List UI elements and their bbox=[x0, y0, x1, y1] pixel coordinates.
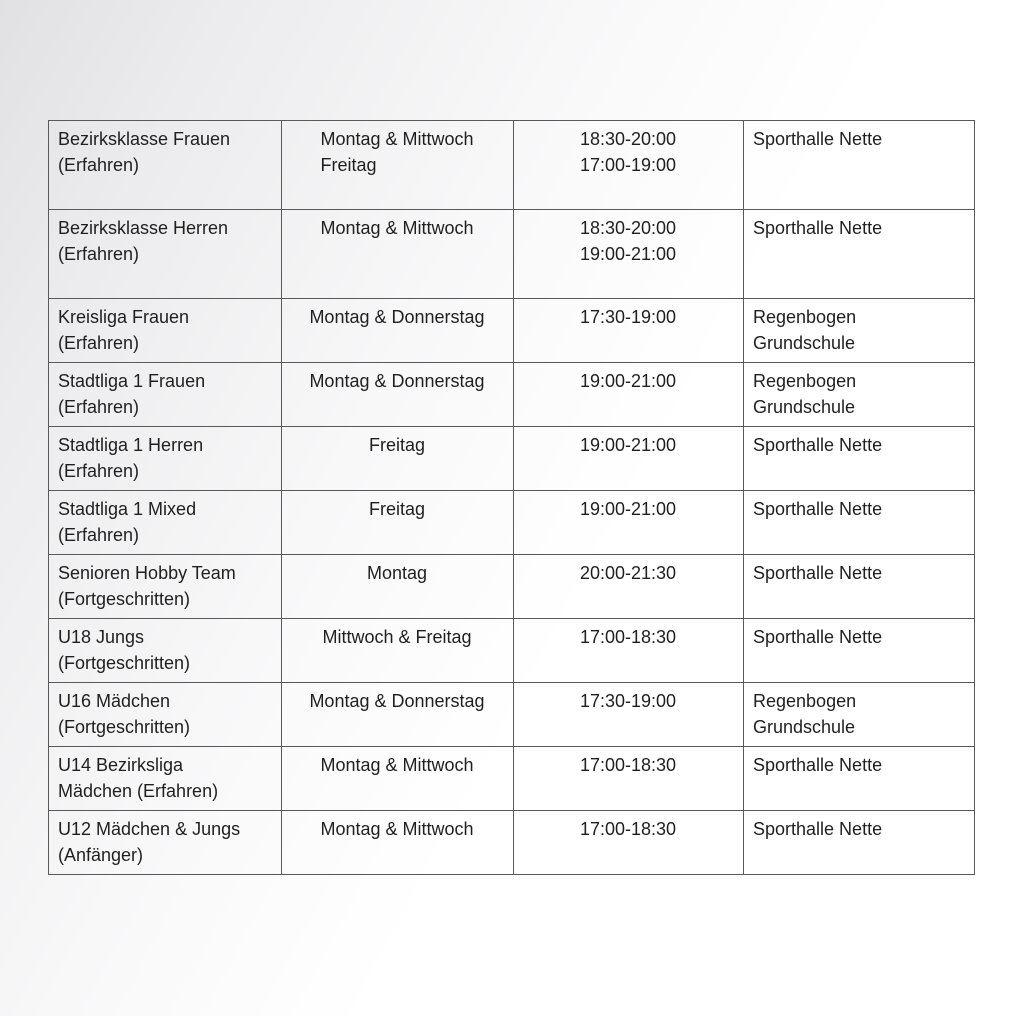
cell-times-lines bbox=[523, 126, 733, 178]
training-schedule-table bbox=[48, 120, 975, 875]
text-line: 19:00-21:00 bbox=[579, 499, 677, 519]
text-line: Sporthalle Nette bbox=[753, 819, 883, 839]
cell-location bbox=[744, 555, 975, 619]
cell-days bbox=[282, 555, 514, 619]
text-line: Grundschule bbox=[753, 717, 856, 737]
text-line: Montag & Mittwoch bbox=[320, 755, 474, 775]
cell-team bbox=[49, 491, 282, 555]
text-line: Montag & Mittwoch bbox=[320, 819, 474, 839]
cell-location-lines bbox=[753, 752, 964, 778]
cell-team-lines bbox=[58, 624, 271, 676]
cell-days bbox=[282, 210, 514, 299]
cell-team bbox=[49, 363, 282, 427]
text-line: U12 Mädchen & Jungs bbox=[58, 819, 241, 839]
cell-team-lines bbox=[58, 215, 271, 267]
cell-days bbox=[282, 363, 514, 427]
cell-location-lines bbox=[753, 688, 964, 740]
cell-times bbox=[514, 747, 744, 811]
cell-times-lines bbox=[523, 624, 733, 650]
cell-days-lines bbox=[309, 304, 484, 330]
text-line: Senioren Hobby Team bbox=[58, 563, 236, 583]
cell-team-lines bbox=[58, 432, 271, 484]
text-line: Grundschule bbox=[753, 333, 856, 353]
text-line: Kreisliga Frauen bbox=[58, 307, 190, 327]
text-line: Montag bbox=[366, 563, 428, 583]
cell-team-lines bbox=[58, 496, 271, 548]
table-row bbox=[49, 121, 975, 210]
cell-days-lines bbox=[320, 816, 473, 842]
cell-days-lines bbox=[369, 432, 425, 458]
text-line: (Erfahren) bbox=[58, 155, 140, 175]
cell-team bbox=[49, 299, 282, 363]
text-line: 17:00-18:30 bbox=[579, 627, 677, 647]
cell-times bbox=[514, 210, 744, 299]
cell-location bbox=[744, 121, 975, 210]
cell-days-lines bbox=[309, 688, 484, 714]
cell-team-lines bbox=[58, 126, 271, 178]
text-line: Stadtliga 1 Herren bbox=[58, 435, 204, 455]
text-line: 17:00-19:00 bbox=[579, 155, 677, 175]
text-line: Montag & Mittwoch bbox=[320, 129, 474, 149]
text-line: (Fortgeschritten) bbox=[58, 589, 191, 609]
cell-team bbox=[49, 619, 282, 683]
text-line: Sporthalle Nette bbox=[753, 563, 883, 583]
cell-times-lines bbox=[523, 496, 733, 522]
table-row bbox=[49, 811, 975, 875]
text-line: (Anfänger) bbox=[58, 845, 144, 865]
text-line: 17:30-19:00 bbox=[579, 691, 677, 711]
text-line: Freitag bbox=[368, 499, 426, 519]
text-line: (Fortgeschritten) bbox=[58, 653, 191, 673]
cell-team bbox=[49, 811, 282, 875]
cell-days-lines bbox=[369, 496, 425, 522]
cell-location-lines bbox=[753, 816, 964, 842]
text-line: Montag & Donnerstag bbox=[309, 691, 485, 711]
cell-days bbox=[282, 683, 514, 747]
cell-location-lines bbox=[753, 560, 964, 586]
cell-times-lines bbox=[523, 304, 733, 330]
text-line: Sporthalle Nette bbox=[753, 435, 883, 455]
cell-location bbox=[744, 811, 975, 875]
cell-days bbox=[282, 299, 514, 363]
cell-times-lines bbox=[523, 368, 733, 394]
text-line: Bezirksklasse Herren bbox=[58, 218, 229, 238]
text-line: (Erfahren) bbox=[58, 525, 140, 545]
cell-location bbox=[744, 619, 975, 683]
cell-days bbox=[282, 619, 514, 683]
cell-times bbox=[514, 683, 744, 747]
text-line: Regenbogen bbox=[753, 691, 857, 711]
cell-location-lines bbox=[753, 432, 964, 458]
cell-team-lines bbox=[58, 816, 271, 868]
text-line: U18 Jungs bbox=[58, 627, 145, 647]
text-line: (Erfahren) bbox=[58, 461, 140, 481]
text-line: 17:00-18:30 bbox=[579, 819, 677, 839]
text-line: Bezirksklasse Frauen bbox=[58, 129, 231, 149]
cell-times-lines bbox=[523, 215, 733, 267]
cell-location bbox=[744, 491, 975, 555]
cell-team bbox=[49, 427, 282, 491]
text-line: (Erfahren) bbox=[58, 244, 140, 264]
cell-location bbox=[744, 683, 975, 747]
cell-times bbox=[514, 811, 744, 875]
cell-times bbox=[514, 121, 744, 210]
text-line: Regenbogen bbox=[753, 307, 857, 327]
text-line: 17:30-19:00 bbox=[579, 307, 677, 327]
cell-team bbox=[49, 683, 282, 747]
cell-location-lines bbox=[753, 215, 964, 241]
cell-location-lines bbox=[753, 624, 964, 650]
cell-days bbox=[282, 747, 514, 811]
cell-times-lines bbox=[523, 752, 733, 778]
table-row bbox=[49, 427, 975, 491]
text-line: 17:00-18:30 bbox=[579, 755, 677, 775]
table-body bbox=[49, 121, 975, 875]
cell-team-lines bbox=[58, 368, 271, 420]
table-row bbox=[49, 619, 975, 683]
cell-times bbox=[514, 491, 744, 555]
cell-team-lines bbox=[58, 304, 271, 356]
cell-days bbox=[282, 491, 514, 555]
text-line: Montag & Mittwoch bbox=[320, 218, 474, 238]
text-line: Regenbogen bbox=[753, 371, 857, 391]
cell-times-lines bbox=[523, 688, 733, 714]
text-line: Sporthalle Nette bbox=[753, 627, 883, 647]
text-line: Montag & Donnerstag bbox=[309, 371, 485, 391]
text-line: Sporthalle Nette bbox=[753, 218, 883, 238]
cell-days-lines bbox=[320, 126, 473, 178]
text-line: Sporthalle Nette bbox=[753, 755, 883, 775]
cell-days-lines bbox=[320, 752, 473, 778]
cell-team bbox=[49, 747, 282, 811]
cell-location bbox=[744, 210, 975, 299]
cell-days-lines bbox=[309, 368, 484, 394]
cell-days-lines bbox=[322, 624, 471, 650]
text-line: Freitag bbox=[368, 435, 426, 455]
cell-times bbox=[514, 555, 744, 619]
text-line: Montag & Donnerstag bbox=[309, 307, 485, 327]
cell-times bbox=[514, 363, 744, 427]
cell-team bbox=[49, 121, 282, 210]
cell-team-lines bbox=[58, 560, 271, 612]
text-line: U16 Mädchen bbox=[58, 691, 171, 711]
cell-days-lines bbox=[320, 215, 473, 241]
text-line: Sporthalle Nette bbox=[753, 129, 883, 149]
text-line: (Erfahren) bbox=[58, 397, 140, 417]
table-row bbox=[49, 210, 975, 299]
text-line: 19:00-21:00 bbox=[579, 435, 677, 455]
text-line: Mittwoch & Freitag bbox=[322, 627, 472, 647]
cell-location-lines bbox=[753, 368, 964, 420]
text-line: Stadtliga 1 Frauen bbox=[58, 371, 206, 391]
cell-times bbox=[514, 619, 744, 683]
text-line: (Fortgeschritten) bbox=[58, 717, 191, 737]
table-row bbox=[49, 747, 975, 811]
cell-times bbox=[514, 299, 744, 363]
cell-days-lines bbox=[367, 560, 427, 586]
table-row bbox=[49, 363, 975, 427]
text-line: 18:30-20:00 bbox=[579, 218, 677, 238]
table-row bbox=[49, 491, 975, 555]
cell-days bbox=[282, 811, 514, 875]
cell-team-lines bbox=[58, 752, 271, 804]
cell-location-lines bbox=[753, 304, 964, 356]
table-row bbox=[49, 299, 975, 363]
cell-times-lines bbox=[523, 560, 733, 586]
cell-times-lines bbox=[523, 432, 733, 458]
cell-location-lines bbox=[753, 496, 964, 522]
cell-team-lines bbox=[58, 688, 271, 740]
table-row bbox=[49, 683, 975, 747]
text-line: Mädchen (Erfahren) bbox=[58, 781, 219, 801]
cell-location bbox=[744, 299, 975, 363]
text-line: Sporthalle Nette bbox=[753, 499, 883, 519]
cell-location bbox=[744, 363, 975, 427]
cell-times-lines bbox=[523, 816, 733, 842]
cell-days bbox=[282, 427, 514, 491]
cell-team bbox=[49, 210, 282, 299]
cell-days bbox=[282, 121, 514, 210]
text-line: 18:30-20:00 bbox=[579, 129, 677, 149]
text-line: Freitag bbox=[320, 155, 377, 175]
text-line: U14 Bezirksliga bbox=[58, 755, 184, 775]
cell-team bbox=[49, 555, 282, 619]
text-line: 19:00-21:00 bbox=[579, 371, 677, 391]
cell-location bbox=[744, 747, 975, 811]
text-line: 20:00-21:30 bbox=[579, 563, 677, 583]
text-line: Grundschule bbox=[753, 397, 856, 417]
cell-location-lines bbox=[753, 126, 964, 152]
cell-location bbox=[744, 427, 975, 491]
text-line: (Erfahren) bbox=[58, 333, 140, 353]
cell-times bbox=[514, 427, 744, 491]
text-line: Stadtliga 1 Mixed bbox=[58, 499, 197, 519]
table-row bbox=[49, 555, 975, 619]
text-line: 19:00-21:00 bbox=[579, 244, 677, 264]
